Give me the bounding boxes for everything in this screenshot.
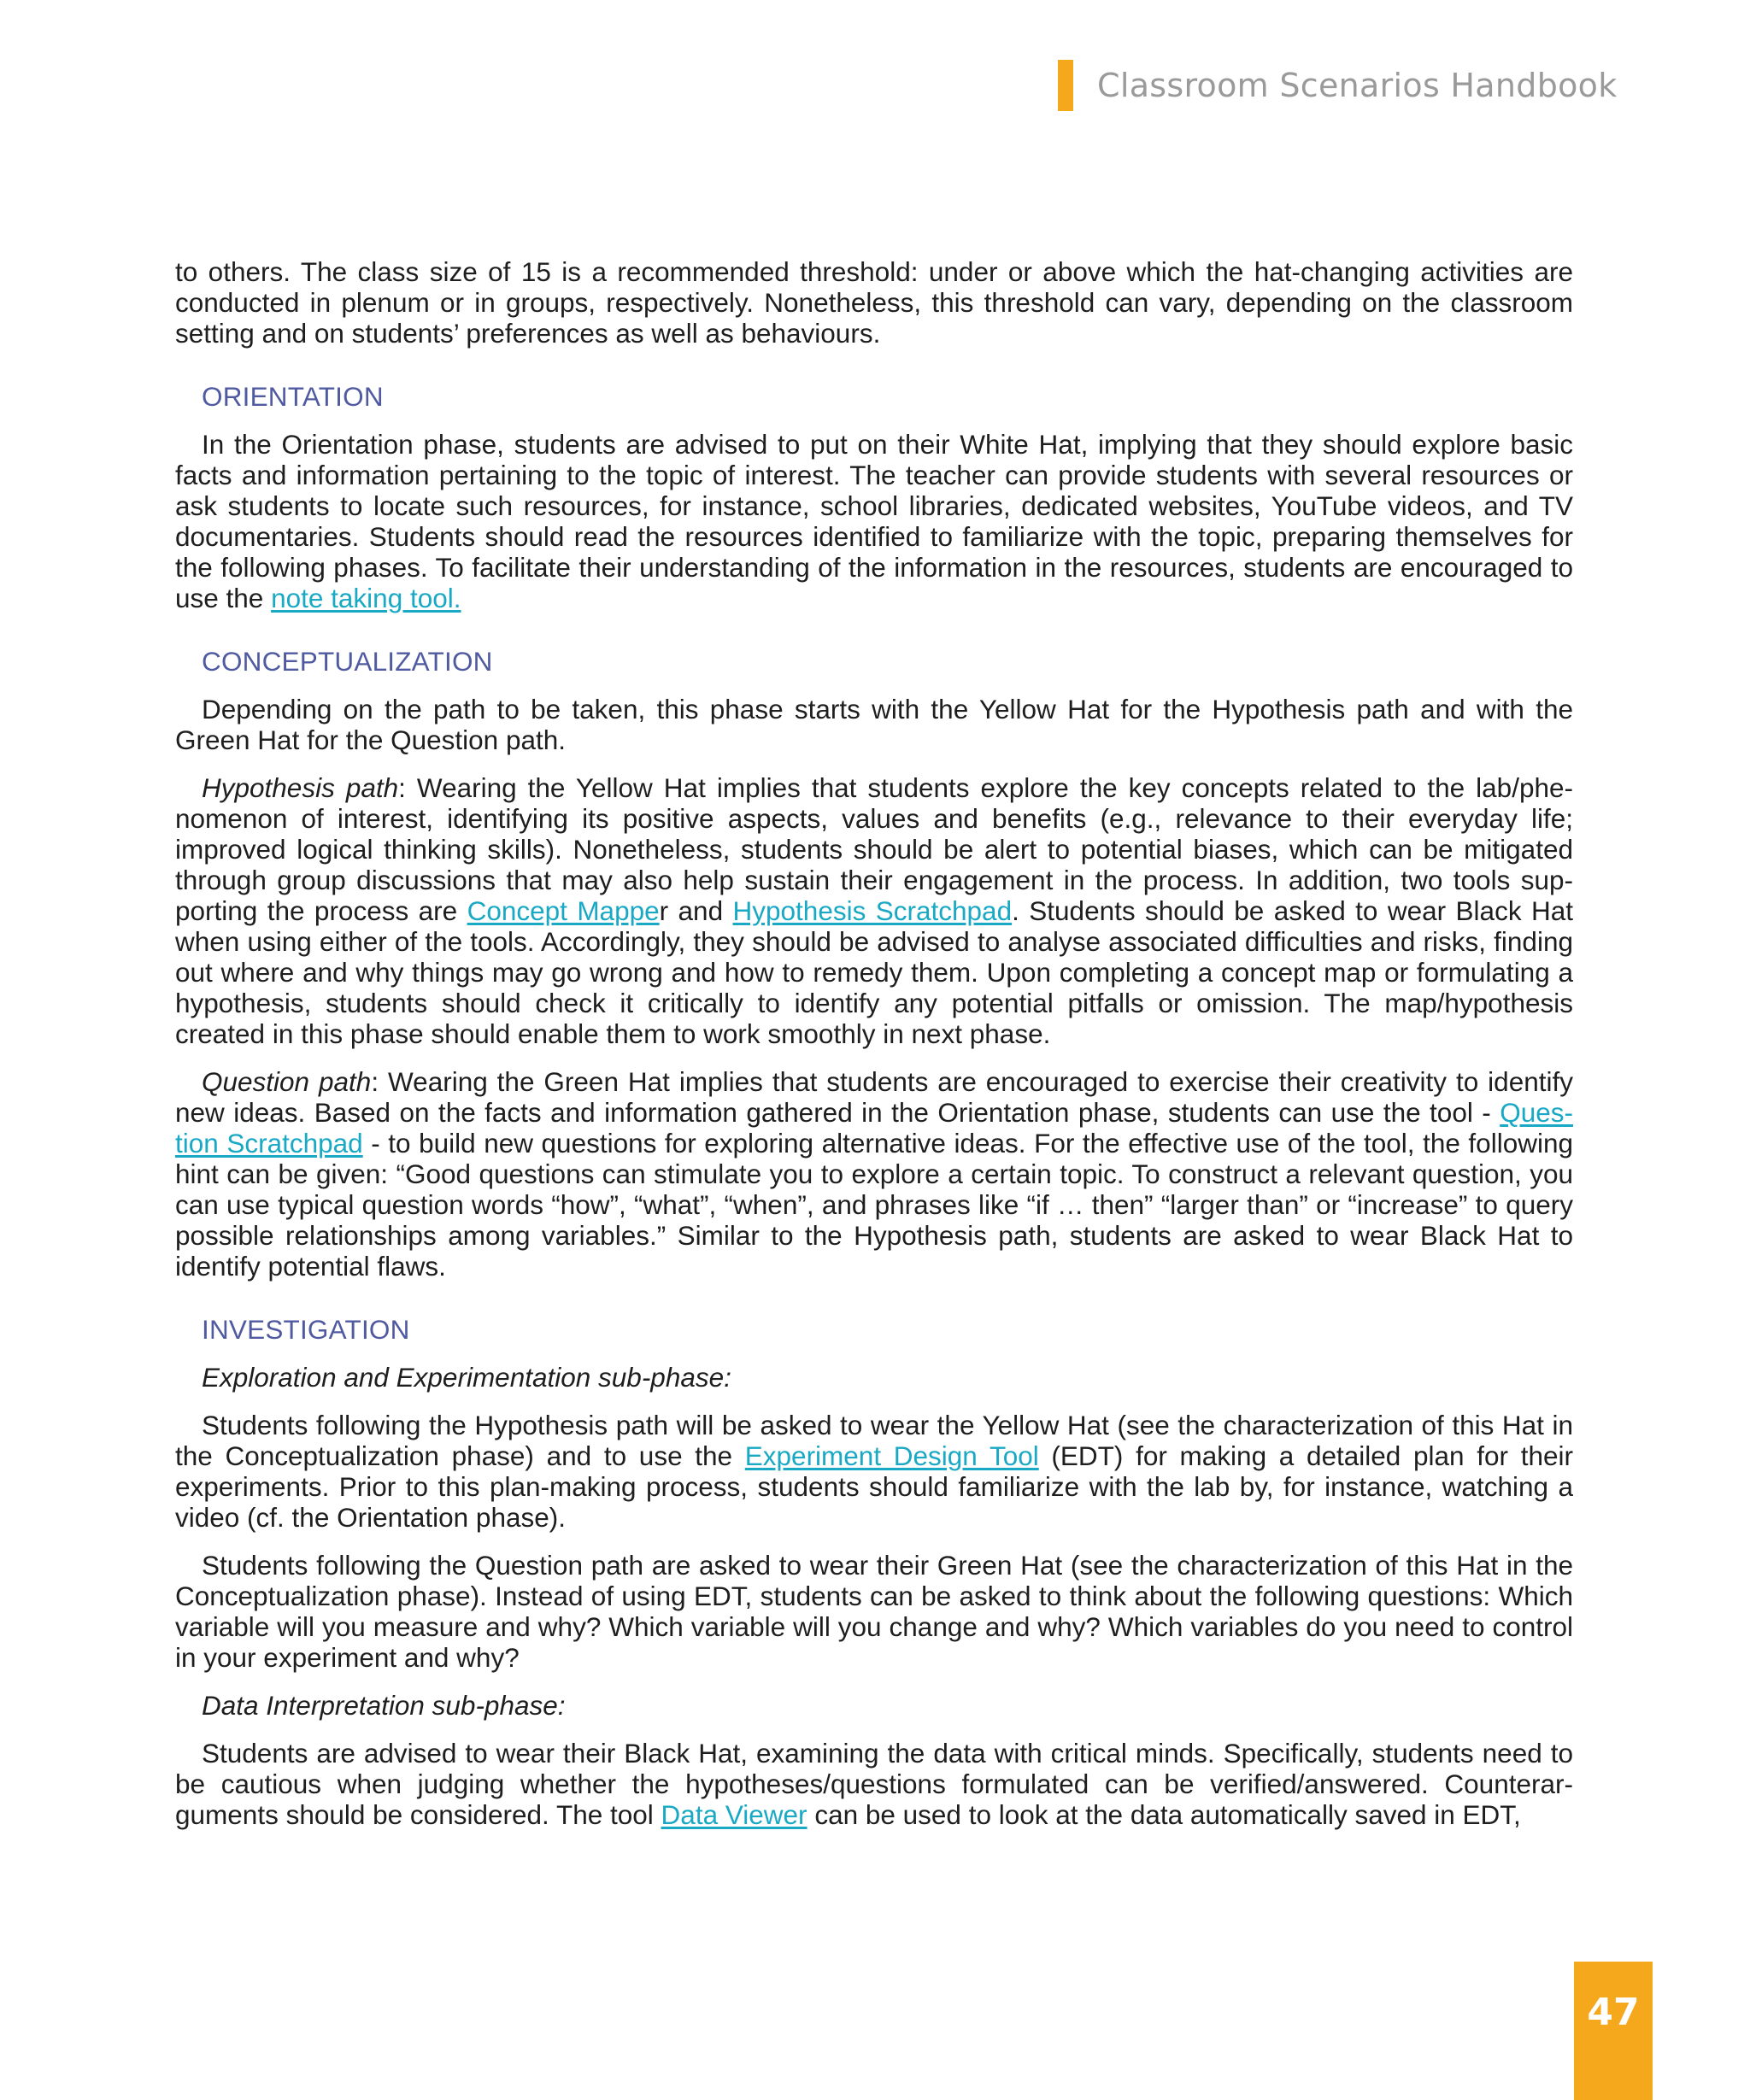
heading-orientation: ORIENTATION [202,381,384,412]
paragraph-text: In the Orientation phase, students are advised to put on their White Hat, implying that they should explore basic facts and information pertaining to the topic of interest. The teacher can provide students with several resources or ask students to locate such resources, for instance, school libraries, dedicated websites, YouTube videos, and TV documentaries. Students should read the resources identified to familiarize with the topic, preparing themselves for the following phases. To facilitate their understanding of the information in the resources, students are encouraged to use the [175,429,1573,613]
conceptualization-paragraph-1: Depending on the path to be taken, this phase starts with the Yellow Hat for the Hypothesis path and with the Green Hat for the Question path. [175,694,1573,755]
intro-paragraph: to others. The class size of 15 is a recommended threshold: under or above which the hat-changing activities are conducted in plenum or in groups, respectively. Nonetheless, this threshold can vary, depending on the classroom setting and on students’ preferences as well as behaviours. [175,256,1573,349]
question-path-label: Question path [202,1066,372,1097]
paragraph-text: r and [659,895,733,926]
investigation-paragraph-3 [175,1738,1573,1830]
paragraph-text: . Students should be asked to wear Black Hat when using either of the tools. Accordingly, they should be advised to analyse associated difficulties and risks, finding out where and why things may go wrong and how to remedy them. Upon completing a concept map or formulating a hypothesis, students should check it critically to identify any potential pitfalls or omission. The map/hypothesis created in this phase should enable them to work smoothly in next phase. [175,895,1573,1049]
header-accent-bar [1058,60,1073,111]
orientation-paragraph [175,429,1573,613]
header-title: Classroom Scenarios Handbook [1097,67,1618,104]
subheading-exploration: Exploration and Experimentation sub-phase: [202,1362,731,1393]
paragraph-text: Students are advised to wear their Black Hat, examining the data with critical minds. Specifically, students need to be cautious when judging whether the hypotheses/questions formulated can be verified/answered. Counterarguments should be considered. The tool [175,1738,1573,1830]
paragraph-text: can be used to look at the data automatically saved in EDT, [807,1799,1521,1830]
running-header [1058,60,1618,111]
page-content [175,256,1573,1847]
investigation-paragraph-2: Students following the Question path are asked to wear their Green Hat (see the characterization of this Hat in the Conceptualization phase). Instead of using EDT, students can be asked to think about the following questions: Which variable will you measure and why? Which variable will you change and why? Which variables do you need to control in your experiment and why? [175,1550,1573,1673]
question-scratchpad-link[interactable]: Question Scratchpad [175,1097,1573,1159]
investigation-paragraph-1 [175,1410,1573,1533]
paragraph-text: : Wearing the Green Hat implies that students are encouraged to exercise their creativity to identify new ideas. Based on the facts and information gathered in the Orientation phase, students can use the tool - [175,1066,1573,1128]
heading-conceptualization: CONCEPTUALIZATION [202,646,493,677]
hypothesis-path-label: Hypothesis path [202,772,399,803]
paragraph-text: : Wearing the Yellow Hat implies that students explore the key concepts related to the lab/phenomenon of interest, identifying its positive aspects, values and benefits (e.g., relevance to their everyday life; improved logical thinking skills). Nonetheless, students should be alert to potential biases, which can be mitigated through group discussions that may also help sustain their engagement in the process. In addition, two tools supporting the process are [175,772,1574,926]
page-number: 47 [1587,1991,1640,2034]
experiment-design-tool-link[interactable]: Experiment Design Tool [744,1440,1039,1471]
page-number-tab [1574,1962,1653,2100]
concept-mapper-link[interactable]: Concept Mappe [467,895,660,926]
hypothesis-path-paragraph [175,772,1573,1049]
note-taking-tool-link[interactable]: note taking tool. [271,583,461,613]
paragraph-text: - to build new questions for exploring alternative ideas. For the effective use of the tool, the following hint can be given: “Good questions can stimulate you to explore a certain topic. To construct a relevant question, you can use typical question words “how”, “what”, “when”, and phrases like “if … then” “larger than” or “increase” to query possible relationships among variables.” Similar to the Hypothesis path, students are asked to wear Black Hat to identify potential flaws. [175,1128,1573,1282]
data-viewer-link[interactable]: Data Viewer [661,1799,807,1830]
hypothesis-scratchpad-link[interactable]: Hypothesis Scratchpad [732,895,1013,926]
question-path-paragraph [175,1066,1573,1282]
paragraph-text: Students following the Hypothesis path will be asked to wear the Yellow Hat (see the characterization of this Hat in the Conceptualization phase) and to use the [175,1410,1573,1471]
paragraph-text: (EDT) for making a detailed plan for their experiments. Prior to this plan-making process, students should familiarize with the lab by, for instance, watching a video (cf. the Orientation phase). [175,1440,1573,1533]
subheading-data-interpretation: Data Interpretation sub-phase: [202,1690,566,1721]
heading-investigation: INVESTIGATION [202,1314,410,1345]
